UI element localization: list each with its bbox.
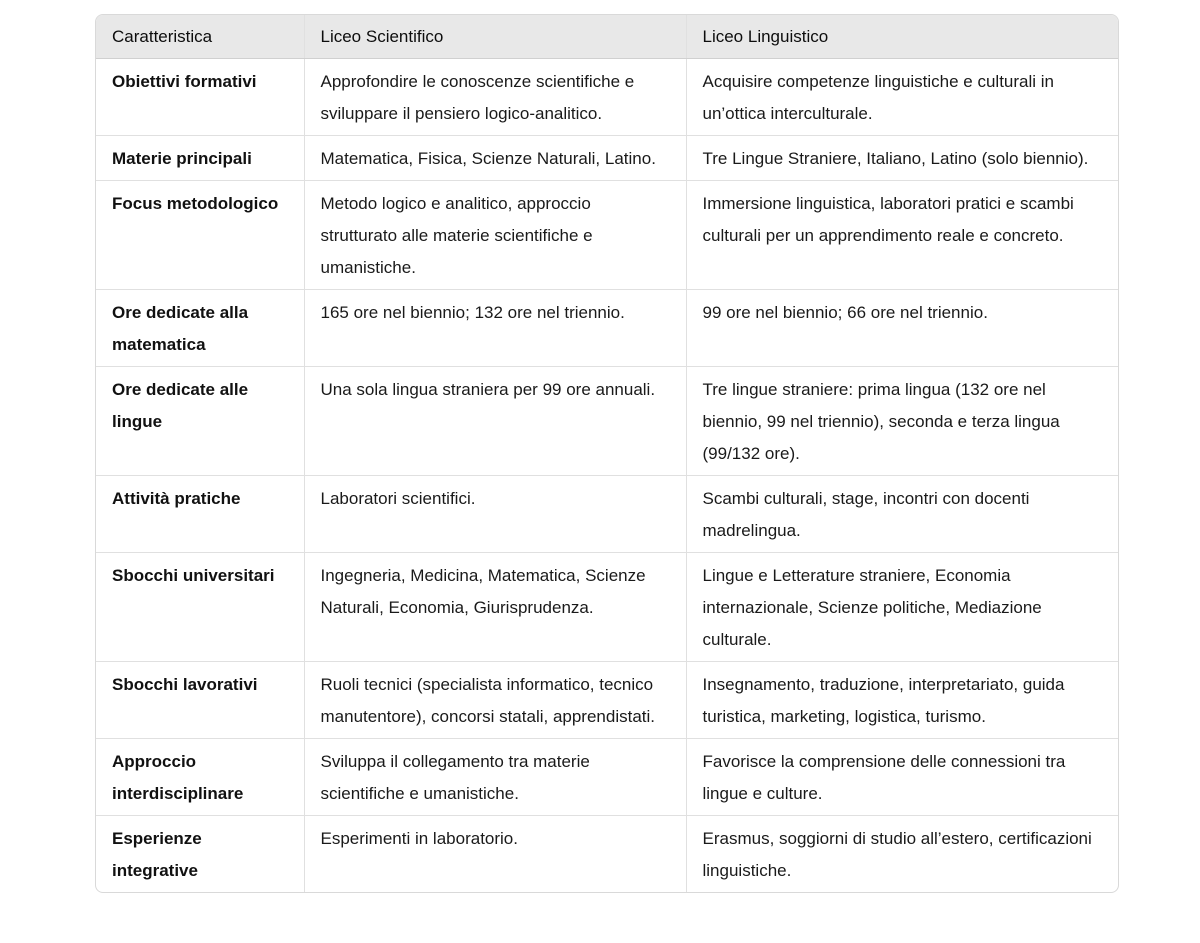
- table-row: [96, 553, 1118, 662]
- feature-cell: Sbocchi lavorativi: [96, 662, 304, 739]
- table-row: [96, 136, 1118, 181]
- linguistico-cell: Lingue e Letterature straniere, Economia internazionale, Scienze politiche, Mediazione culturale.: [686, 553, 1118, 662]
- comparison-table: [96, 15, 1118, 892]
- linguistico-cell: Favorisce la comprensione delle connessioni tra lingue e culture.: [686, 739, 1118, 816]
- linguistico-cell: 99 ore nel biennio; 66 ore nel triennio.: [686, 290, 1118, 367]
- feature-cell: Sbocchi universitari: [96, 553, 304, 662]
- header-liceo-scientifico: Liceo Scientifico: [304, 15, 686, 59]
- table-row: [96, 59, 1118, 136]
- table-row: [96, 476, 1118, 553]
- feature-cell: Attività pratiche: [96, 476, 304, 553]
- scientifico-cell: Esperimenti in laboratorio.: [304, 816, 686, 893]
- scientifico-cell: Laboratori scientifici.: [304, 476, 686, 553]
- scientifico-cell: Una sola lingua straniera per 99 ore annuali.: [304, 367, 686, 476]
- scientifico-cell: Sviluppa il collegamento tra materie scientifiche e umanistiche.: [304, 739, 686, 816]
- scientifico-cell: 165 ore nel biennio; 132 ore nel triennio.: [304, 290, 686, 367]
- table-row: [96, 367, 1118, 476]
- linguistico-cell: Insegnamento, traduzione, interpretariato, guida turistica, marketing, logistica, turismo.: [686, 662, 1118, 739]
- feature-cell: Focus metodologico: [96, 181, 304, 290]
- feature-cell: Esperienze integrative: [96, 816, 304, 893]
- table-row: [96, 662, 1118, 739]
- linguistico-cell: Erasmus, soggiorni di studio all’estero, certificazioni linguistiche.: [686, 816, 1118, 893]
- scientifico-cell: Ruoli tecnici (specialista informatico, tecnico manutentore), concorsi statali, apprendistati.: [304, 662, 686, 739]
- feature-cell: Obiettivi formativi: [112, 72, 257, 91]
- linguistico-cell: Tre lingue straniere: prima lingua (132 ore nel biennio, 99 nel triennio), seconda e terza lingua (99/132 ore).: [686, 367, 1118, 476]
- table-header: [96, 15, 1118, 59]
- table-row: [96, 181, 1118, 290]
- header-liceo-linguistico: Liceo Linguistico: [686, 15, 1118, 59]
- feature-cell: Materie principali: [96, 136, 304, 181]
- feature-cell: Ore dedicate alle lingue: [96, 367, 304, 476]
- scientifico-cell: Metodo logico e analitico, approccio strutturato alle materie scientifiche e umanistiche.: [304, 181, 686, 290]
- scientifico-cell: Ingegneria, Medicina, Matematica, Scienze Naturali, Economia, Giurisprudenza.: [304, 553, 686, 662]
- linguistico-cell: Immersione linguistica, laboratori pratici e scambi culturali per un apprendimento reale e concreto.: [686, 181, 1118, 290]
- scientifico-cell: Matematica, Fisica, Scienze Naturali, Latino.: [304, 136, 686, 181]
- header-row: [96, 15, 1118, 59]
- scientifico-cell: Approfondire le conoscenze scientifiche e sviluppare il pensiero logico-analitico.: [304, 59, 686, 136]
- comparison-table-container: [95, 14, 1119, 893]
- table-row: [96, 739, 1118, 816]
- table-body: [96, 59, 1118, 893]
- linguistico-cell: Scambi culturali, stage, incontri con docenti madrelingua.: [686, 476, 1118, 553]
- feature-cell: Ore dedicate alla matematica: [96, 290, 304, 367]
- table-row: [96, 816, 1118, 893]
- table-row: [96, 290, 1118, 367]
- header-feature: Caratteristica: [96, 15, 304, 59]
- feature-cell: Approccio interdisciplinare: [96, 739, 304, 816]
- linguistico-cell: Acquisire competenze linguistiche e culturali in un’ottica interculturale.: [686, 59, 1118, 136]
- linguistico-cell: Tre Lingue Straniere, Italiano, Latino (solo biennio).: [686, 136, 1118, 181]
